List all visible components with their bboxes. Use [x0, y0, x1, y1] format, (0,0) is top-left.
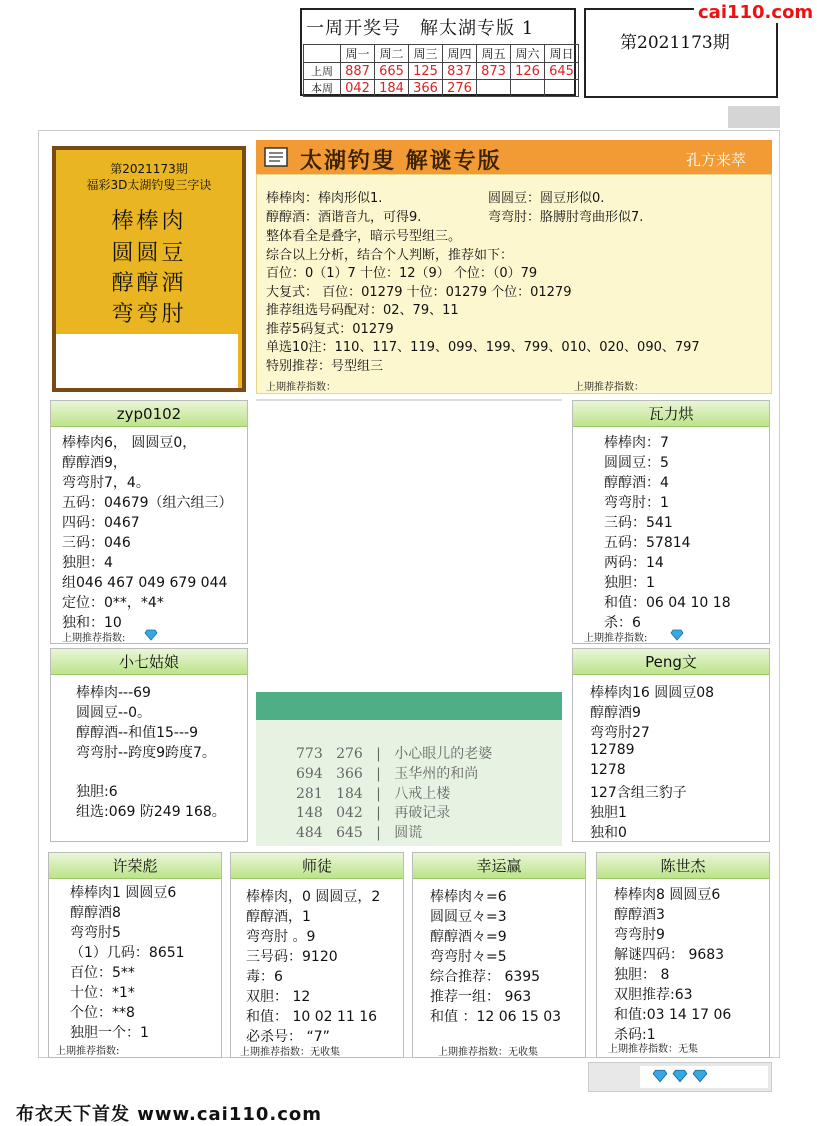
last-week-row: [304, 63, 579, 80]
issue-number: 第2021173期: [620, 33, 730, 53]
expert-line: 弯弯肘：1: [604, 495, 669, 511]
expert-line: 组046 467 049 679 044: [62, 575, 228, 591]
expert-line: 127含组三豹子: [590, 785, 687, 801]
interpretation-line: 棒棒肉：棒肉形似1.: [266, 191, 383, 206]
expert-line: 双胆推荐:63: [614, 987, 693, 1003]
draw-number: [545, 80, 579, 97]
riddle-card-blank: [56, 334, 238, 388]
index-label: 上期推荐指数:: [62, 633, 126, 644]
expert-line: 棒棒肉8 圆圆豆6: [614, 887, 721, 903]
diamond-icon: [670, 629, 684, 641]
main-panel-title: 太湖钓叟 解谜专版: [300, 148, 502, 174]
expert-line: 两码：14: [604, 555, 664, 571]
record-row: 148 042 | 再破记录: [296, 805, 451, 821]
expert-line: 毒：6: [246, 969, 283, 985]
record-b: 276: [336, 746, 363, 762]
expert-line: 棒棒肉16 圆圆豆08: [590, 685, 715, 701]
expert-line: 棒棒肉：7: [604, 435, 669, 451]
record-b: 042: [336, 805, 363, 821]
expert-name: Peng文: [573, 649, 769, 675]
recommend-line: 特别推荐：号型组三: [266, 359, 384, 374]
record-b: 645: [336, 825, 363, 841]
draw-number: 837: [443, 63, 477, 80]
draw-number: 126: [511, 63, 545, 80]
main-panel-author: 孔方来萃: [686, 151, 747, 169]
expert-line: 和值：06 04 10 18: [604, 595, 731, 611]
expert-line: 弯弯肘 。9: [246, 929, 316, 945]
expert-line: 和值:03 14 17 06: [614, 1007, 732, 1023]
expert-name: 小七姑娘: [51, 649, 247, 675]
expert-line: 1278: [590, 762, 626, 778]
diamond-icon: [692, 1069, 708, 1083]
expert-name: 瓦力烘: [573, 401, 769, 427]
expert-line: 醇醇酒々=9: [430, 929, 507, 945]
expert-line: 三号码：9120: [246, 949, 338, 965]
expert-line: 醇醇酒9: [590, 705, 641, 721]
footer-text: 布衣天下首发 www.cai110.com: [16, 1104, 323, 1125]
draw-number: 125: [409, 63, 443, 80]
expert-line: 12789: [590, 742, 635, 758]
expert-line: 醇醇酒3: [614, 907, 665, 923]
draw-number: 645: [545, 63, 579, 80]
record-text: 再破记录: [394, 805, 451, 821]
expert-name: 师徒: [231, 853, 403, 879]
expert-name: 陈世杰: [597, 853, 769, 879]
recommend-line: 推荐组选号码配对：02、79、11: [266, 303, 459, 318]
record-row: 484 645 | 圆谎: [296, 825, 423, 841]
interpretation-line: 弯弯肘：胳膊肘弯曲形似7.: [488, 210, 644, 225]
expert-line: 推荐一组： 963: [430, 989, 532, 1005]
weekly-draw-table: [303, 44, 579, 97]
expert-line: 棒棒肉1 圆圆豆6: [70, 885, 177, 901]
expert-line: 三码：046: [62, 535, 131, 551]
day-cell: 周一: [341, 45, 375, 63]
expert-line: 棒棒肉々=6: [430, 889, 507, 905]
expert-line: 圆圆豆：5: [604, 455, 669, 471]
recommend-line: 百位：0（1）7 十位：12（9） 个位：（0）79: [266, 266, 538, 281]
expert-line: 醇醇酒--和值15---9: [76, 725, 198, 741]
draw-number: 887: [341, 63, 375, 80]
scroll-icon: [262, 145, 292, 169]
row-label: 本周: [304, 80, 341, 97]
expert-line: 解谜四码： 9683: [614, 947, 725, 963]
expert-line: 醇醇酒：4: [604, 475, 669, 491]
expert-line: 和值 ：12 06 15 03: [430, 1009, 562, 1025]
draw-number: 276: [443, 80, 477, 97]
expert-name: 许荣彪: [49, 853, 221, 879]
interpretation-line: 醇醇酒：酒谐音九，可得9.: [266, 210, 422, 225]
draw-number: [477, 80, 511, 97]
record-text: 八戒上楼: [394, 786, 451, 802]
recommend-line: 大复式： 百位：01279 十位：01279 个位：01279: [266, 285, 572, 300]
draw-number: 184: [375, 80, 409, 97]
row-label: 上周: [304, 63, 341, 80]
record-a: 773: [296, 746, 323, 762]
day-cell: 周六: [511, 45, 545, 63]
draw-number: 366: [409, 80, 443, 97]
analysis-line: 整体看全是叠字，暗示号型组三。: [266, 229, 462, 244]
draw-number: 665: [375, 63, 409, 80]
day-cell: 周五: [477, 45, 511, 63]
expert-line: 棒棒肉，0 圆圆豆，2: [246, 889, 381, 905]
expert-line: 必杀号： “7”: [246, 1029, 330, 1045]
index-label: 上期推荐指数:: [56, 1046, 120, 1057]
record-row: 773 276 | 小心眼儿的老婆: [296, 746, 493, 762]
expert-line: 独胆1: [590, 805, 627, 821]
expert-line: 独胆：4: [62, 555, 113, 571]
index-label: 上期推荐指数：无集: [608, 1044, 698, 1055]
expert-name: 幸运赢: [413, 853, 585, 879]
expert-line: 定位：0**，*4*: [62, 595, 164, 611]
interpretation-line: 圆圆豆：圆豆形似0.: [488, 191, 605, 206]
expert-line: 独胆一个：1: [70, 1025, 149, 1041]
expert-line: 个位：**8: [70, 1005, 135, 1021]
record-text: 玉华州的和尚: [394, 766, 479, 782]
record-a: 148: [296, 805, 323, 821]
draw-number: 873: [477, 63, 511, 80]
record-text: 小心眼儿的老婆: [394, 746, 493, 762]
site-logo[interactable]: cai110.com: [694, 2, 817, 23]
index-label: 上期推荐指数:: [584, 633, 648, 644]
grey-strip: [728, 106, 780, 128]
index-label: 上期推荐指数：无收集: [438, 1047, 538, 1058]
expert-line: 杀码:1: [614, 1027, 656, 1043]
record-a: 694: [296, 766, 323, 782]
riddle-word: 圆圆豆: [111, 241, 187, 266]
expert-line: 弯弯肘7，4。: [62, 475, 150, 491]
index-label: 上期推荐指数：: [266, 382, 336, 393]
expert-line: 醇醇酒9，: [62, 455, 127, 471]
day-cell: 周二: [375, 45, 409, 63]
expert-line: 圆圆豆--0。: [76, 705, 152, 721]
riddle-card-issue: 第2021173期: [110, 162, 188, 176]
corner-cell: [304, 45, 341, 63]
expert-line: 醇醇酒8: [70, 905, 121, 921]
expert-line: 杀：6: [604, 615, 641, 631]
expert-line: 弯弯肘々=5: [430, 949, 507, 965]
expert-line: 五码：04679（组六组三）: [62, 495, 233, 511]
recommend-line: 推荐5码复式：01279: [266, 322, 394, 337]
records-header-bar: [256, 692, 562, 720]
expert-line: 独和：10: [62, 615, 122, 631]
analysis-line: 综合以上分析，结合个人判断，推荐如下：: [266, 248, 514, 263]
expert-line: 棒棒肉---69: [76, 685, 151, 701]
record-a: 281: [296, 786, 323, 802]
riddle-word: 棒棒肉: [111, 209, 187, 234]
expert-line: 四码：0467: [62, 515, 140, 531]
record-row: 694 366 | 玉华州的和尚: [296, 766, 479, 782]
expert-line: 综合推荐： 6395: [430, 969, 541, 985]
record-a: 484: [296, 825, 323, 841]
expert-line: 和值： 10 02 11 16: [246, 1009, 378, 1025]
days-row: [304, 45, 579, 63]
expert-line: 圆圆豆々=3: [430, 909, 507, 925]
diamond-icon: [672, 1069, 688, 1083]
expert-line: 独胆： 8: [614, 967, 670, 983]
expert-line: 弯弯肘--跨度9跨度7。: [76, 745, 216, 761]
expert-line: （1）几码：8651: [70, 945, 185, 961]
expert-line: 百位：5**: [70, 965, 135, 981]
expert-line: 弯弯肘9: [614, 927, 665, 943]
expert-name: zyp0102: [51, 401, 247, 427]
record-b: 366: [336, 766, 363, 782]
record-row: 281 184 | 八戒上楼: [296, 786, 451, 802]
expert-line: 双胆： 12: [246, 989, 311, 1005]
expert-line: 醇醇酒，1: [246, 909, 311, 925]
riddle-word: 弯弯肘: [111, 302, 187, 327]
draw-number: [511, 80, 545, 97]
header-title: 一周开奖号 解太湖专版 1: [306, 18, 535, 39]
expert-line: 三码：541: [604, 515, 673, 531]
expert-line: 十位：*1*: [70, 985, 135, 1001]
expert-line: 独胆：1: [604, 575, 655, 591]
recommend-line: 单选10注：110、117、119、099、199、799、010、020、090、797: [266, 340, 700, 355]
diamond-icon: [652, 1069, 668, 1083]
record-b: 184: [336, 786, 363, 802]
riddle-card-subtitle: 福彩3D太湖钓叟三字诀: [86, 178, 212, 192]
record-text: 圆谎: [394, 825, 423, 841]
index-label: 上期推荐指数：无收集: [240, 1047, 340, 1058]
day-cell: 周四: [443, 45, 477, 63]
index-label: 上期推荐指数：: [574, 382, 644, 393]
expert-line: 弯弯肘5: [70, 925, 121, 941]
expert-line: 弯弯肘27: [590, 725, 650, 741]
draw-number: 042: [341, 80, 375, 97]
this-week-row: [304, 80, 579, 97]
expert-line: 棒棒肉6， 圆圆豆0，: [62, 435, 197, 451]
expert-line: 独和0: [590, 825, 627, 841]
riddle-word: 醇醇酒: [111, 271, 187, 296]
center-divider: [256, 399, 562, 401]
expert-line: 独胆:6: [76, 784, 118, 800]
diamond-icon: [144, 629, 158, 641]
day-cell: 周三: [409, 45, 443, 63]
day-cell: 周日: [545, 45, 579, 63]
expert-line: 五码：57814: [604, 535, 691, 551]
expert-line: 组选:069 防249 168。: [76, 804, 226, 820]
